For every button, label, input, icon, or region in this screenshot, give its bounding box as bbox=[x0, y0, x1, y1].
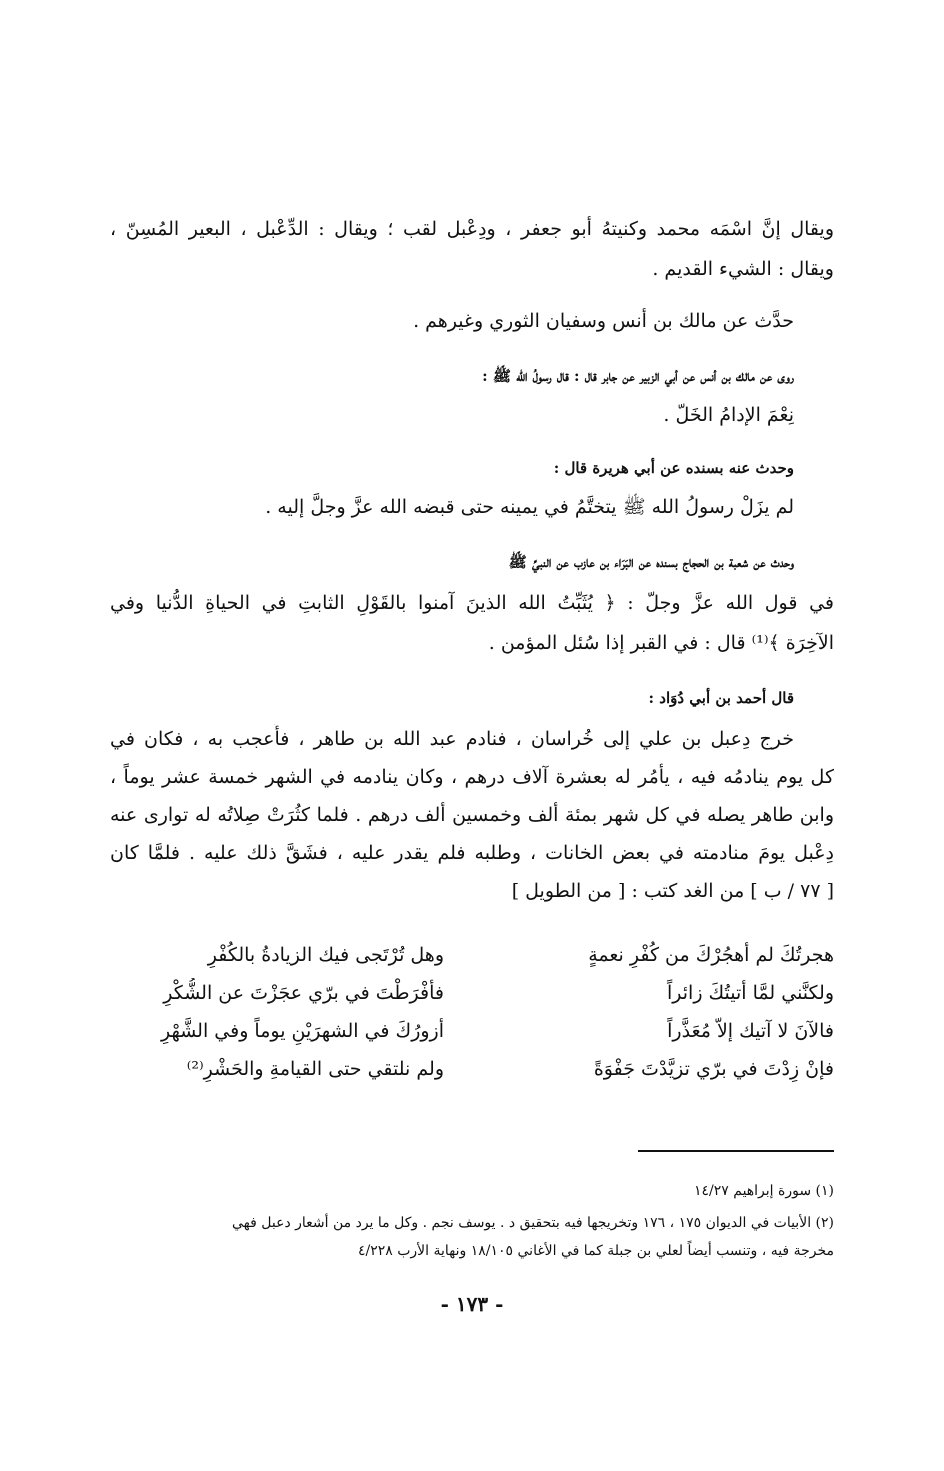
verse-first-hemistich: ولكنَّني لمَّا أتيتُكَ زائراً bbox=[667, 982, 834, 1004]
story-line-3: وابن طاهر يصله في كل شهر بمئة ألف وخمسين ألف درهم . فلما كثُرَتْ صِلاتُه له توارى عنه bbox=[110, 804, 834, 826]
verse-second-hemistich: وهل تُرْتَجى فيك الزيادةُ بالكُفْرِ bbox=[207, 944, 444, 966]
verse-row bbox=[110, 978, 834, 1008]
verse-second-hemistich: فأفْرَطْتَ في برّي عجَزْتَ عن الشُّكْرِ bbox=[163, 982, 444, 1004]
verse-first-hemistich: هجرتُكَ لم أهجُرْكَ من كُفْرِ نعمةٍ bbox=[588, 944, 834, 966]
story-line-2: كل يوم ينادمُه فيه ، يأمُر له بعشرة آلاف درهم ، وكان ينادمه في الشهر خمسة عشر يوماً ، bbox=[110, 766, 834, 788]
verse-row bbox=[110, 1016, 834, 1046]
hadith-3-chain: وحدث عن شعبة بن الحجاج بسنده عن البَرَاء بن عازب عن النبيِّ ﷺ bbox=[508, 553, 794, 571]
story-line-5: [ ٧٧ / ب ] من الغد كتب : [ من الطويل ] bbox=[511, 880, 834, 902]
hadith-3-line-1: في قول الله عزَّ وجلّ : ﴿ يُثَبِّتُ الله الذينَ آمنوا بالقَوْلِ الثابتِ في الحياةِ الدُّنيا وفي bbox=[110, 592, 834, 614]
footnote-2-line-2: مخرجة فيه ، وتنسب أيضاً لعلي بن جبلة كما في الأغاني ١٨/١٠٥ ونهاية الأرب ٤/٢٢٨ bbox=[357, 1243, 834, 1259]
story-line-4: دِعْبل يومَ منادمته في بعض الخانات ، وطلبه فلم يقدر عليه ، فشَقَّ ذلك عليه . فلمَّا كان bbox=[110, 842, 834, 864]
hadith-1-text: نِعْمَ الإدامُ الخَلّ . bbox=[663, 404, 794, 426]
verse-row bbox=[110, 1054, 834, 1084]
hadith-1-chain: روى عن مالك بن أنس عن أبي الزبير عن جابر قال : قال رسولُ الله ﷺ : bbox=[482, 367, 794, 385]
hadith-2-text: لم يزَلْ رسولُ الله ﷺ يتختَّمُ في يمينه حتى قبضه الله عزَّ وجلَّ إليه . bbox=[265, 496, 794, 518]
story-line-1: خرج دِعبل بن علي إلى خُراسان ، فنادم عبد الله بن طاهر ، فأُعجب به ، فكان في bbox=[110, 728, 794, 750]
verse-row bbox=[110, 940, 834, 970]
verse-second-hemistich: أزورُكَ في الشهرَيْنِ يوماً وفي الشَّهْرِ bbox=[160, 1020, 444, 1042]
footnote-1: (١) سورة إبراهيم ١٤/٢٧ bbox=[694, 1183, 834, 1199]
story-chain: قال أحمد بن أبي دُوَاد : bbox=[648, 689, 794, 707]
page-number: - ١٧٣ - bbox=[440, 1292, 504, 1316]
verse-second-hemistich: ولم نلتقي حتى القيامةِ والحَشْرِ⁽²⁾ bbox=[186, 1058, 444, 1080]
footnote-separator bbox=[638, 1150, 834, 1152]
verse-first-hemistich: فالآنَ لا آتيك إلاّ مُعَذَّراً bbox=[667, 1020, 834, 1042]
verse-first-hemistich: فإنْ زِدْتَ في برّي تزيَّدْتَ جَفْوَةً bbox=[593, 1058, 834, 1080]
hadith-2-chain: وحدث عنه بسنده عن أبي هريرة قال : bbox=[553, 459, 794, 477]
footnote-2-line-1: (٢) الأبيات في الديوان ١٧٥ ، ١٧٦ وتخريجها فيه بتحقيق د . يوسف نجم . وكل ما يرد من أشعار دعبل فهي bbox=[232, 1215, 834, 1231]
narrated-from-line: حدَّث عن مالك بن أنس وسفيان الثوري وغيرهم . bbox=[413, 310, 794, 332]
intro-line-1: ويقال إنَّ اسْمَه محمد وكنيتهُ أبو جعفر ، ودِعْبل لقب ؛ ويقال : الدِّعْبل ، البعير المُسِنّ ، bbox=[110, 218, 834, 240]
hadith-3-line-2: الآخِرَة ﴾⁽¹⁾ قال : في القبر إذا سُئل المؤمن . bbox=[488, 632, 834, 654]
intro-line-2: ويقال : الشيء القديم . bbox=[652, 258, 834, 280]
